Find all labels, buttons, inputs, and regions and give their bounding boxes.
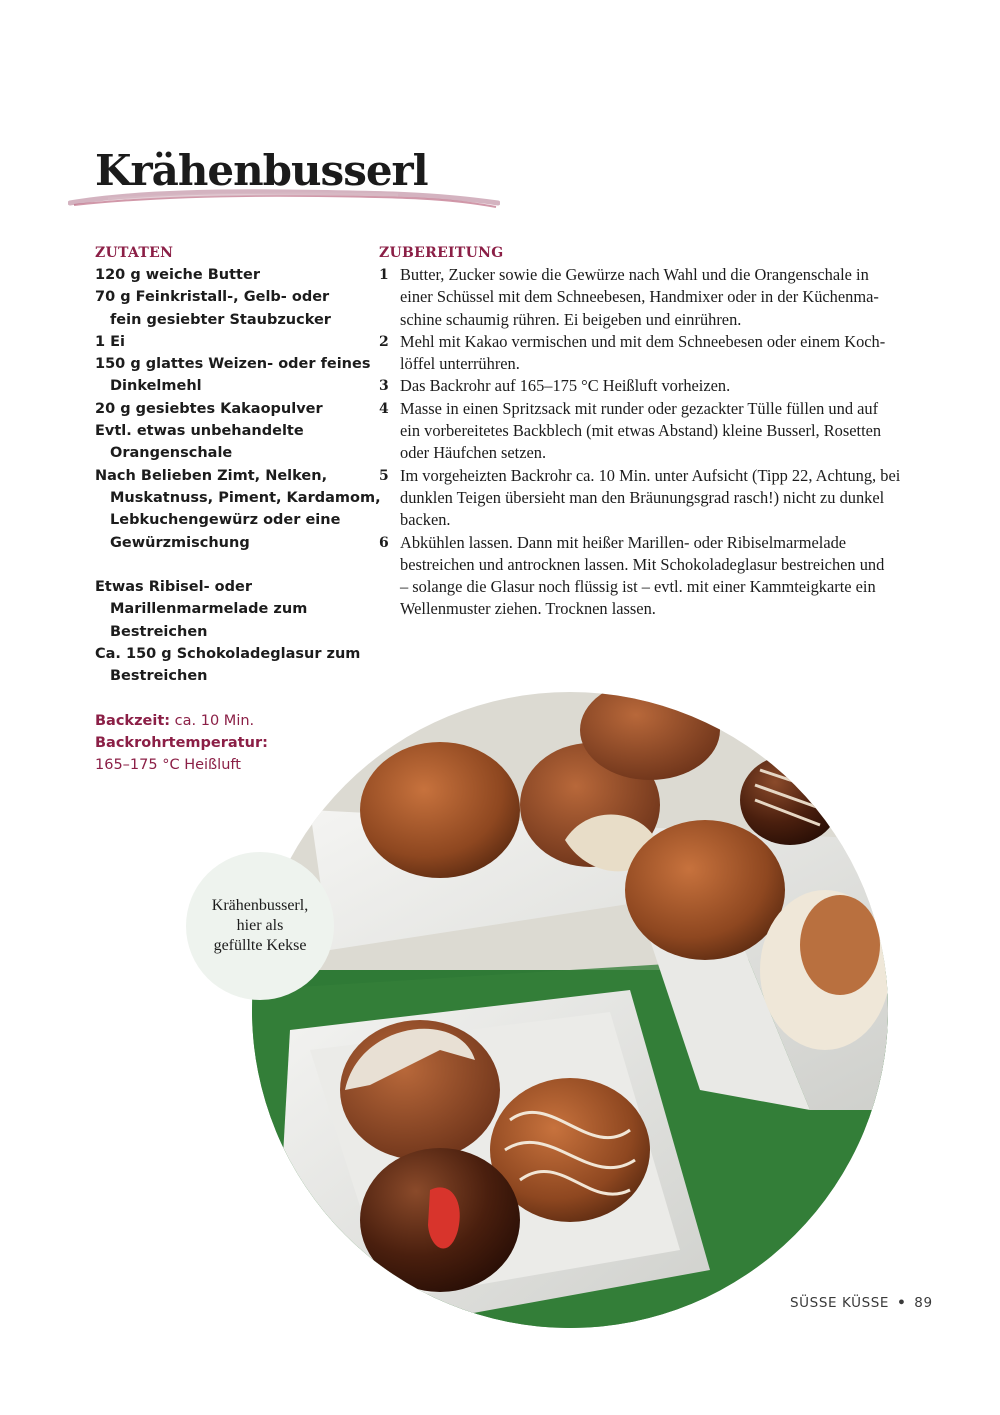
step-text-line: Masse in einen Spritzsack mit runder oder gezackter Tülle füllen und auf — [400, 398, 879, 418]
ingredient-line: Ca. 150 g Schokoladeglasur zum — [95, 646, 361, 663]
preparation-step — [379, 264, 924, 331]
ingredient-line: 70 g Feinkristall-, Gelb- oder — [95, 289, 330, 306]
step-number: 2 — [379, 333, 389, 350]
preparation-step — [379, 465, 924, 532]
ingredient-line: Gewürzmischung — [110, 534, 250, 551]
preparation-step — [379, 375, 924, 397]
step-text-line: löffel unterrühren. — [400, 354, 520, 374]
step-text-line: Im vorgeheizten Backrohr ca. 10 Min. unter Aufsicht (Tipp 22, Achtung, bei — [400, 465, 901, 485]
step-text-line: einer Schüssel mit dem Schneebesen, Handmixer oder in der Küchenma- — [400, 287, 879, 307]
step-text-line: Wellenmuster ziehen. Trocknen lassen. — [400, 599, 656, 619]
step-text-line: bestreichen und antrocknen lassen. Mit Schokoladeglasur bestreichen und — [400, 554, 885, 574]
ingredient-line: Lebkuchengewürz oder eine — [110, 512, 341, 529]
caption-line: Krähenbusserl, — [211, 897, 309, 914]
step-text-line: oder Häufchen setzen. — [400, 443, 547, 463]
ingredients-list — [95, 264, 381, 688]
step-text-line: Das Backrohr auf 165–175 °C Heißluft vorheizen. — [400, 376, 731, 396]
ingredient-line: 150 g glattes Weizen- oder feines — [95, 356, 371, 373]
cookie-photo — [250, 690, 890, 1330]
caption-line: gefüllte Kekse — [213, 937, 307, 954]
ingredient-line: Bestreichen — [110, 668, 208, 685]
ingredient-line: fein gesiebter Staubzucker — [110, 311, 331, 328]
footer-separator: • — [897, 1295, 907, 1311]
step-number: 3 — [379, 378, 389, 395]
bake-time-value: ca. 10 Min. — [174, 712, 255, 729]
ingredient-line: Etwas Ribisel- oder — [95, 579, 253, 596]
caption-line: hier als — [236, 917, 284, 934]
photo-caption — [186, 852, 334, 1000]
step-text-line: – solange die Glasur noch flüssig ist – evtl. mit einer Kammteigkarte ein — [400, 577, 876, 597]
ingredient-line: 1 Ei — [95, 333, 126, 350]
recipe-title: Krähenbusserl — [95, 146, 428, 195]
ingredient-line: Marillenmarmelade zum — [110, 601, 308, 618]
preparation-label: ZUBEREITUNG — [379, 245, 504, 261]
ingredient-line: Dinkelmehl — [110, 378, 202, 395]
step-number: 4 — [379, 400, 389, 417]
preparation-column — [379, 242, 924, 621]
bake-temp-value: 165–175 °C Heißluft — [95, 757, 241, 774]
step-number: 5 — [379, 467, 389, 484]
step-text-line: ein vorbereitetes Backblech (mit etwas Abstand) kleine Busserl, Rosetten — [400, 421, 882, 441]
preparation-step — [379, 532, 924, 621]
step-text-line: schine schaumig rühren. Ei beigeben und einrühren. — [400, 309, 742, 329]
ingredient-line: Orangenschale — [110, 445, 233, 462]
step-number: 6 — [379, 534, 389, 551]
bake-temp-label: Backrohrtemperatur: — [95, 734, 268, 751]
preparation-steps — [379, 264, 924, 621]
footer-section: SÜSSE KÜSSE — [790, 1295, 890, 1311]
step-text-line: Mehl mit Kakao vermischen und mit dem Schneebesen oder einem Koch- — [400, 331, 886, 351]
step-text-line: Abkühlen lassen. Dann mit heißer Marillen- oder Ribiselmarmelade — [400, 532, 847, 552]
step-text-line: Butter, Zucker sowie die Gewürze nach Wahl und die Orangenschale in — [400, 265, 869, 284]
bake-time-label: Backzeit: — [95, 712, 171, 729]
step-number: 1 — [379, 267, 389, 283]
ingredient-line: Muskatnuss, Piment, Kardamom, — [110, 489, 381, 506]
page-footer — [790, 1295, 933, 1311]
ingredients-label: ZUTATEN — [95, 245, 174, 261]
ingredient-line: 120 g weiche Butter — [95, 267, 260, 283]
page-number: 89 — [914, 1295, 933, 1311]
ingredient-line: Evtl. etwas unbehandelte — [95, 423, 304, 440]
preparation-step — [379, 331, 924, 376]
step-text-line: backen. — [400, 510, 451, 530]
ingredient-line: Bestreichen — [110, 623, 208, 640]
title-brush-underline — [68, 185, 500, 215]
ingredient-spacer — [95, 554, 365, 576]
ingredient-line: Nach Belieben Zimt, Nelken, — [95, 467, 328, 484]
step-text-line: dunklen Teigen übersieht man den Bräunungsgrad rasch!) nicht zu dunkel — [400, 487, 885, 507]
preparation-step — [379, 398, 924, 465]
ingredient-line: 20 g gesiebtes Kakaopulver — [95, 400, 323, 417]
